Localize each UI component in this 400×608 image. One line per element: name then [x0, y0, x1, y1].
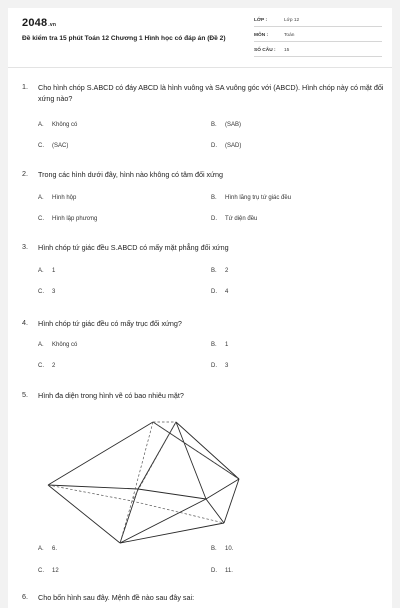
- logo-suffix-text: .vn: [48, 22, 57, 28]
- option-2b[interactable]: [211, 195, 291, 201]
- option-text: 3: [225, 363, 229, 369]
- meta-key: SỐ CÂU :: [254, 48, 276, 53]
- option-4a[interactable]: [38, 342, 77, 348]
- option-2a[interactable]: [38, 195, 76, 201]
- option-text: Tứ diện đều: [225, 216, 258, 222]
- option-letter: B.: [211, 268, 217, 274]
- question-text: Cho hình chóp S.ABCD có đáy ABCD là hình vuông và SA vuông góc với (ABCD). Hình chóp này có mặt đối xứng nào?: [38, 83, 384, 103]
- question-text: Hình chóp tứ giác đều có mấy trục đối xứng?: [38, 319, 182, 328]
- option-text: 4: [225, 289, 229, 295]
- meta-key: MÔN :: [254, 33, 269, 38]
- option-4b[interactable]: [211, 342, 228, 348]
- option-letter: A.: [38, 195, 44, 201]
- option-letter: C.: [38, 289, 44, 295]
- document-header: [8, 8, 392, 68]
- option-letter: B.: [211, 195, 217, 201]
- option-letter: D.: [211, 568, 217, 574]
- option-3c[interactable]: [38, 289, 55, 295]
- option-4d[interactable]: [211, 363, 228, 369]
- hidden-edge: [153, 422, 239, 479]
- option-text: Không có: [52, 122, 78, 128]
- option-5c[interactable]: [38, 568, 59, 574]
- edge: [48, 485, 138, 489]
- meta-value: Toán: [284, 33, 295, 38]
- edge: [138, 422, 176, 489]
- option-text: Hình hộp: [52, 195, 77, 201]
- option-3d[interactable]: [211, 289, 228, 295]
- logo-main-text: 2048: [22, 17, 48, 29]
- edge: [224, 479, 239, 523]
- question-number: 5.: [22, 390, 28, 399]
- option-1a[interactable]: [38, 122, 77, 128]
- option-text: 12: [52, 568, 59, 574]
- option-letter: D.: [211, 289, 217, 295]
- option-3a[interactable]: [38, 268, 55, 274]
- option-text: (SAB): [225, 122, 242, 128]
- meta-row-question-count: [254, 46, 382, 57]
- option-letter: A.: [38, 546, 44, 552]
- option-text: (SAD): [225, 143, 242, 149]
- option-letter: A.: [38, 342, 44, 348]
- question-number: 1.: [22, 82, 28, 91]
- question-text: Cho bốn hình sau đây. Mệnh đề nào sau đây sai:: [38, 593, 195, 602]
- option-text: Không có: [52, 342, 78, 348]
- option-letter: C.: [38, 143, 44, 149]
- option-letter: B.: [211, 546, 217, 552]
- option-text: 2: [225, 268, 229, 274]
- edge: [206, 479, 239, 499]
- option-letter: C.: [38, 568, 44, 574]
- option-text: 1: [225, 342, 229, 348]
- edge: [138, 489, 206, 499]
- option-letter: A.: [38, 268, 44, 274]
- option-letter: B.: [211, 122, 217, 128]
- question-text: Trong các hình dưới đây, hình nào không có tâm đối xứng: [38, 170, 223, 179]
- question-text: Hình chóp tứ giác đều S.ABCD có mấy mặt phẳng đối xứng: [38, 243, 229, 252]
- option-letter: B.: [211, 342, 217, 348]
- meta-row-class: [254, 16, 382, 27]
- option-4c[interactable]: [38, 363, 55, 369]
- meta-value: Lớp 12: [284, 18, 300, 23]
- edge: [48, 422, 153, 485]
- edge: [48, 485, 120, 543]
- option-1c[interactable]: [38, 143, 68, 149]
- question-number: 3.: [22, 242, 28, 251]
- option-letter: C.: [38, 216, 44, 222]
- meta-key: LỚP :: [254, 18, 268, 23]
- meta-value: 15: [284, 48, 290, 53]
- option-5a[interactable]: [38, 546, 57, 552]
- option-letter: C.: [38, 363, 44, 369]
- hidden-edge: [120, 501, 132, 543]
- option-text: 11.: [225, 568, 233, 574]
- exam-sheet: [8, 8, 392, 608]
- hidden-edge: [132, 422, 176, 501]
- option-letter: D.: [211, 216, 217, 222]
- option-2c[interactable]: [38, 216, 97, 222]
- option-1b[interactable]: [211, 122, 241, 128]
- document-title: Đề kiểm tra 15 phút Toán 12 Chương 1 Hình học có đáp án (Đề 2): [22, 35, 226, 42]
- option-5d[interactable]: [211, 568, 233, 574]
- edge: [120, 523, 224, 543]
- option-text: 10.: [225, 546, 234, 552]
- question-number: 4.: [22, 318, 28, 327]
- polyhedron-figure: [46, 419, 268, 547]
- edge: [176, 422, 206, 499]
- site-logo[interactable]: [22, 17, 56, 29]
- option-text: Hình lập phương: [52, 216, 98, 222]
- hidden-edge: [132, 422, 153, 501]
- option-2d[interactable]: [211, 216, 257, 222]
- option-1d[interactable]: [211, 143, 241, 149]
- option-text: 1: [52, 268, 56, 274]
- option-letter: D.: [211, 363, 217, 369]
- question-text: Hình đa diện trong hình vẽ có bao nhiêu mặt?: [38, 391, 184, 400]
- question-number: 6.: [22, 592, 28, 601]
- meta-row-subject: [254, 31, 382, 42]
- hidden-edge: [48, 485, 132, 501]
- edge: [176, 422, 239, 479]
- option-text: 2: [52, 363, 56, 369]
- option-text: (SAC): [52, 143, 69, 149]
- option-letter: A.: [38, 122, 44, 128]
- option-5b[interactable]: [211, 546, 233, 552]
- option-letter: D.: [211, 143, 217, 149]
- option-text: Hình lăng trụ tứ giác đều: [225, 195, 292, 201]
- option-text: 3: [52, 289, 56, 295]
- option-text: 6.: [52, 546, 58, 552]
- question-number: 2.: [22, 169, 28, 178]
- option-3b[interactable]: [211, 268, 228, 274]
